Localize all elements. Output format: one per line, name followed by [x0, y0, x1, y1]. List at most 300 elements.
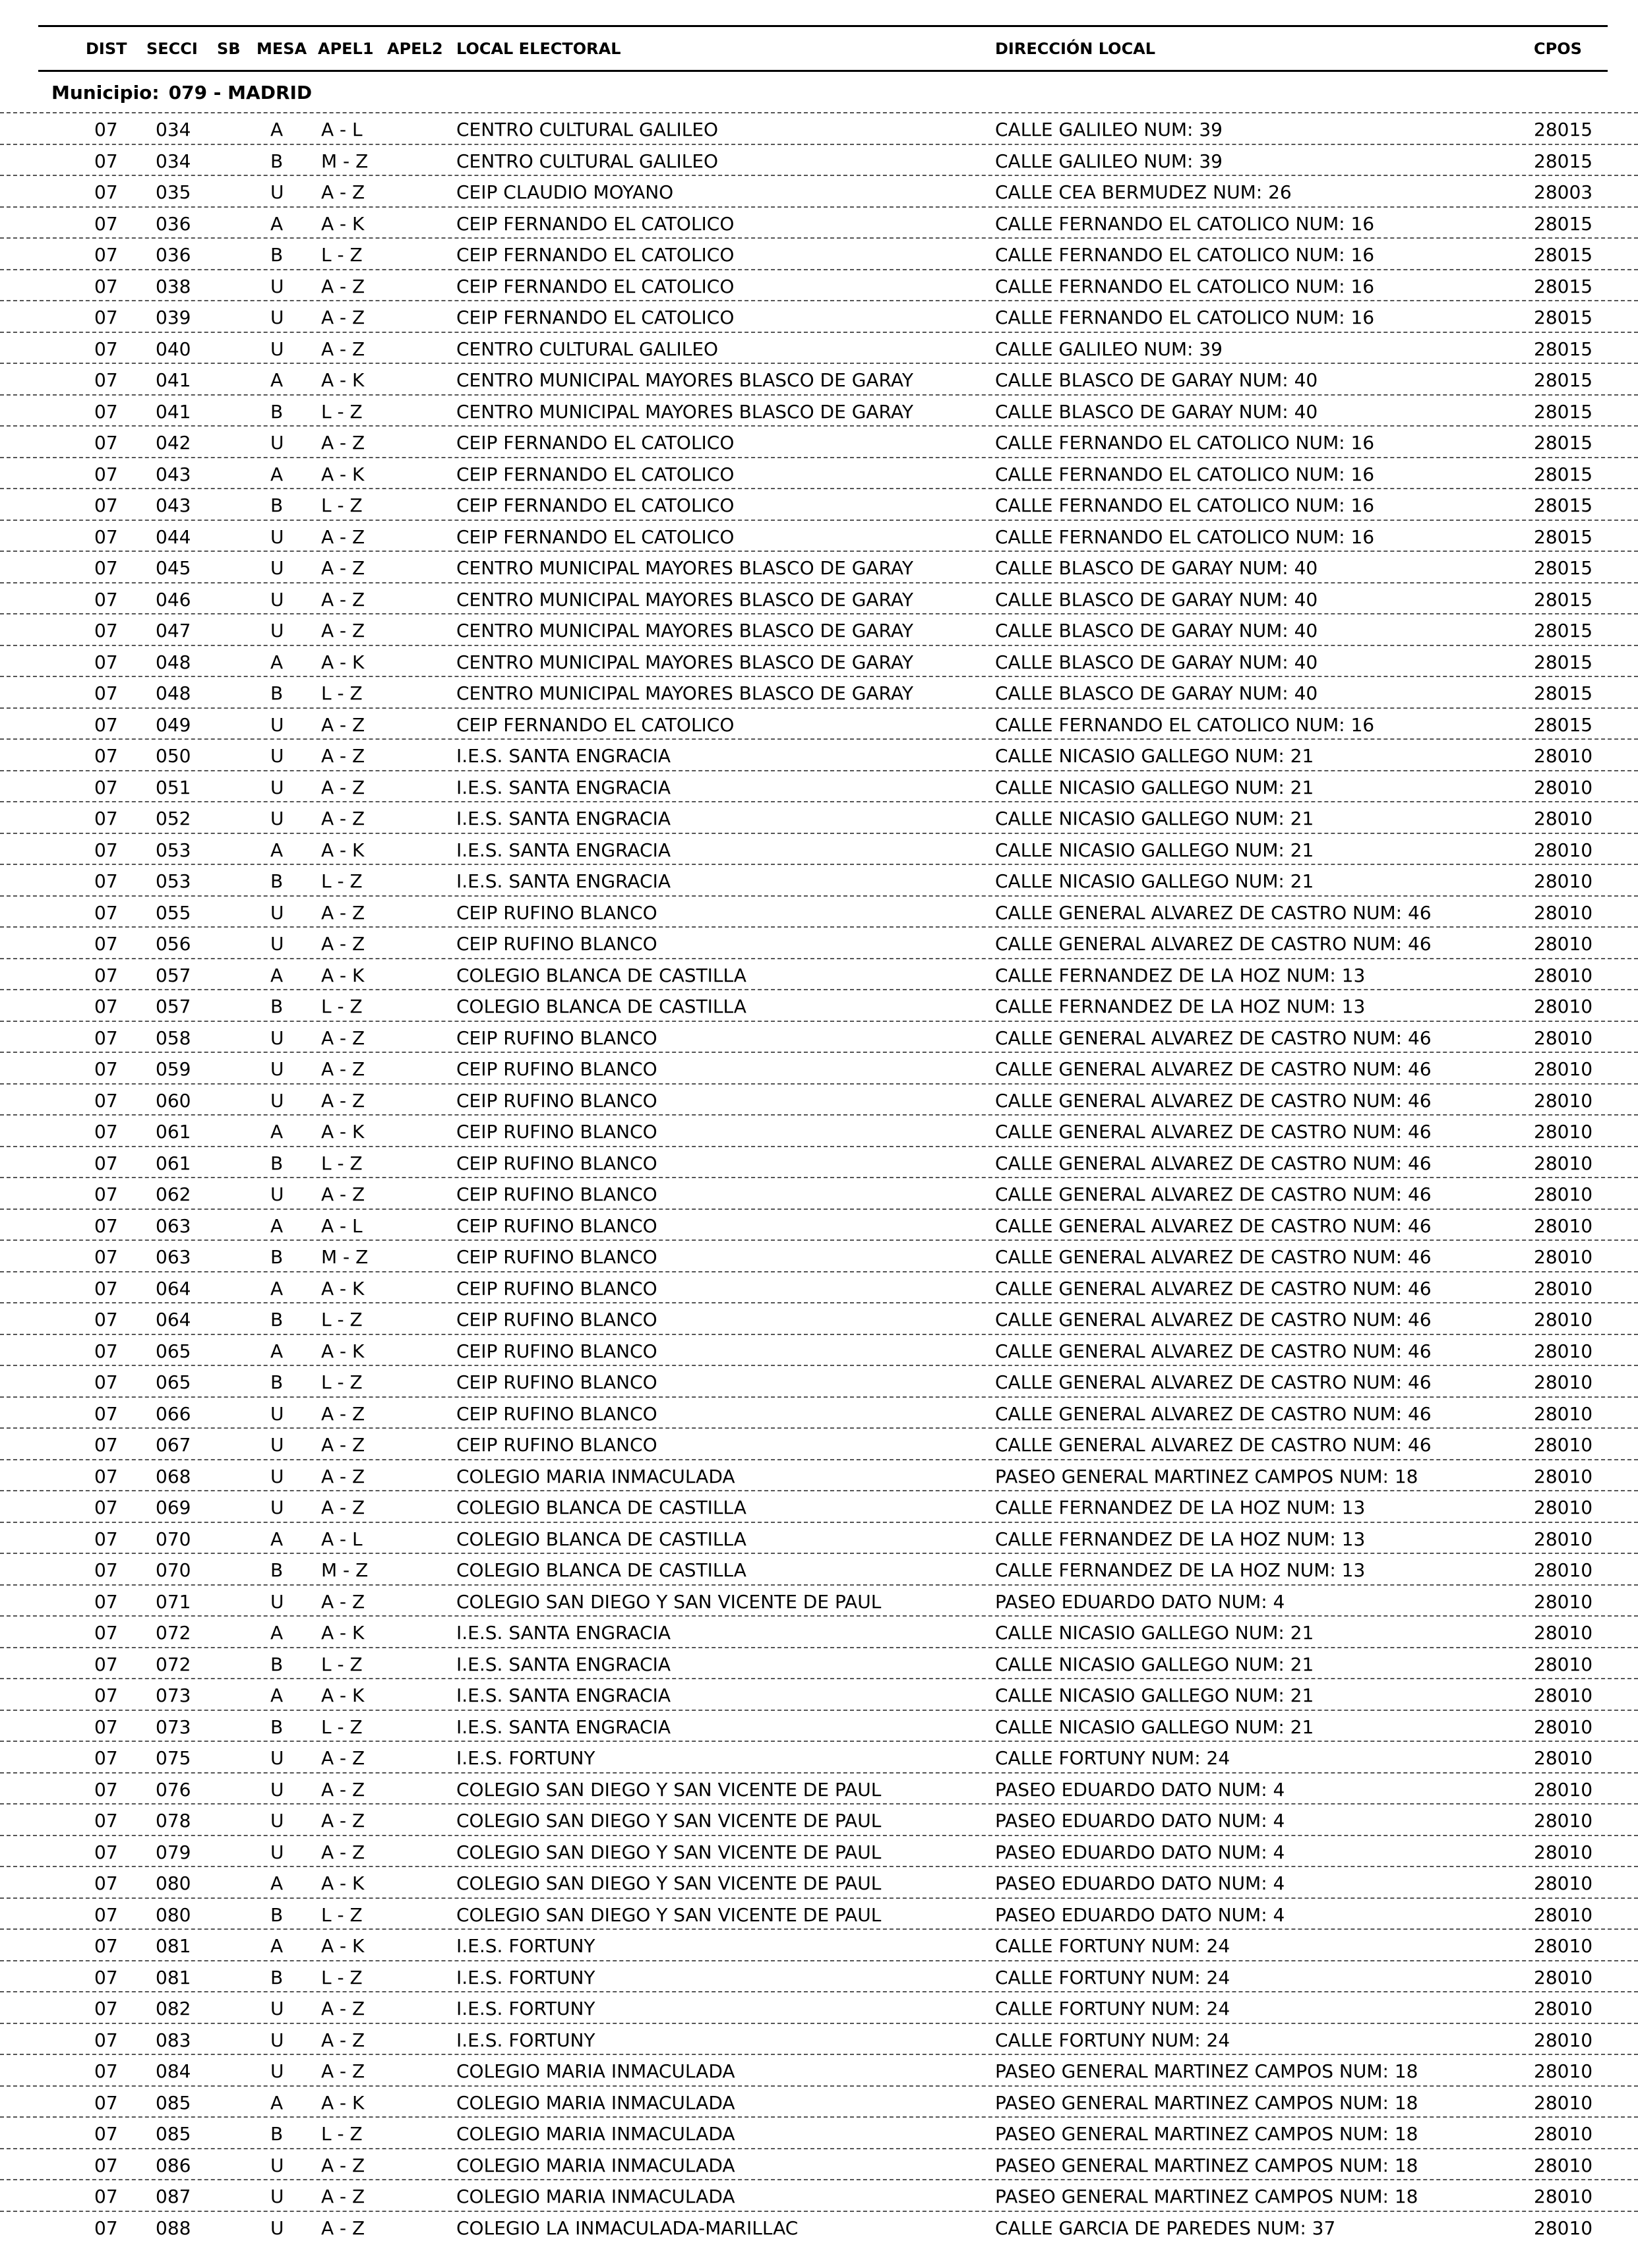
table-row [0, 1427, 1638, 1459]
cell-secci: 075 [156, 1747, 191, 1769]
cell-local: I.E.S. SANTA ENGRACIA [456, 1716, 671, 1738]
table-row [0, 1490, 1638, 1522]
cell-local: COLEGIO SAN DIEGO Y SAN VICENTE DE PAUL [456, 1903, 882, 1926]
cell-direccion: CALLE GENERAL ALVAREZ DE CASTRO NUM: 46 [995, 1058, 1432, 1080]
cell-secci: 064 [156, 1309, 191, 1330]
cell-direccion: PASEO GENERAL MARTINEZ CAMPOS NUM: 18 [995, 2091, 1418, 2114]
cell-direccion: CALLE GENERAL ALVAREZ DE CASTRO NUM: 46 [995, 1402, 1432, 1425]
cell-direccion: CALLE GARCIA DE PAREDES NUM: 37 [995, 2217, 1336, 2239]
cell-sb: U [270, 2060, 284, 2082]
cell-sb: B [270, 682, 284, 704]
table-row [0, 457, 1638, 489]
cell-mesa: A - Z [321, 338, 365, 360]
table-row [0, 1146, 1638, 1178]
table-row [0, 1553, 1638, 1584]
table-row [0, 738, 1638, 770]
cell-dist: 07 [94, 1841, 118, 1863]
cell-dist: 07 [94, 2186, 118, 2207]
cell-direccion: CALLE FERNANDO EL CATOLICO NUM: 16 [995, 244, 1375, 266]
table-row [0, 770, 1638, 802]
cell-cpos: 28010 [1534, 2186, 1593, 2207]
cell-secci: 039 [156, 307, 191, 328]
table-row [0, 1866, 1638, 1897]
cell-direccion: CALLE GENERAL ALVAREZ DE CASTRO NUM: 46 [995, 1089, 1432, 1112]
table-row [0, 864, 1638, 895]
cell-dist: 07 [94, 1903, 118, 1926]
cell-sb: A [270, 964, 284, 986]
cell-dist: 07 [94, 338, 118, 360]
cell-dist: 07 [94, 1402, 118, 1425]
cell-secci: 045 [156, 557, 191, 579]
cell-mesa: L - Z [321, 400, 363, 423]
cell-dist: 07 [94, 2217, 118, 2239]
cell-cpos: 28010 [1534, 808, 1593, 829]
cell-local: CENTRO MUNICIPAL MAYORES BLASCO DE GARAY [456, 682, 913, 704]
cell-cpos: 28010 [1534, 1747, 1593, 1769]
table-row [0, 2179, 1638, 2211]
cell-cpos: 28010 [1534, 996, 1593, 1017]
cell-local: I.E.S. SANTA ENGRACIA [456, 839, 671, 861]
cell-cpos: 28015 [1534, 432, 1593, 454]
cell-direccion: PASEO GENERAL MARTINEZ CAMPOS NUM: 18 [995, 1465, 1418, 1487]
cell-dist: 07 [94, 2091, 118, 2114]
table-row [0, 2211, 1638, 2242]
cell-cpos: 28015 [1534, 212, 1593, 235]
cell-dist: 07 [94, 1685, 118, 1706]
cell-local: CENTRO MUNICIPAL MAYORES BLASCO DE GARAY [456, 588, 913, 611]
cell-mesa: M - Z [321, 1559, 369, 1581]
table-row [0, 1459, 1638, 1491]
cell-sb: A [270, 369, 284, 391]
cell-local: COLEGIO MARIA INMACULADA [456, 2186, 735, 2207]
cell-cpos: 28010 [1534, 1309, 1593, 1330]
cell-cpos: 28010 [1534, 1089, 1593, 1112]
cell-direccion: CALLE FERNANDO EL CATOLICO NUM: 16 [995, 432, 1375, 454]
cell-local: COLEGIO SAN DIEGO Y SAN VICENTE DE PAUL [456, 1590, 882, 1613]
cell-sb: U [270, 557, 284, 579]
cell-cpos: 28010 [1534, 1497, 1593, 1518]
table-row [0, 2116, 1638, 2148]
cell-direccion: CALLE BLASCO DE GARAY NUM: 40 [995, 369, 1318, 391]
cell-secci: 053 [156, 870, 191, 892]
cell-direccion: CALLE GALILEO NUM: 39 [995, 119, 1223, 140]
cell-mesa: A - K [321, 964, 365, 986]
cell-local: CENTRO MUNICIPAL MAYORES BLASCO DE GARAY [456, 651, 913, 673]
cell-secci: 042 [156, 432, 191, 454]
cell-secci: 035 [156, 181, 191, 203]
cell-secci: 088 [156, 2217, 191, 2239]
cell-local: CENTRO CULTURAL GALILEO [456, 338, 719, 360]
cell-mesa: A - Z [321, 933, 365, 955]
cell-direccion: CALLE BLASCO DE GARAY NUM: 40 [995, 400, 1318, 423]
cell-secci: 066 [156, 1402, 191, 1425]
cell-direccion: CALLE NICASIO GALLEGO NUM: 21 [995, 745, 1314, 767]
table-row [0, 2054, 1638, 2085]
table-row [0, 1334, 1638, 1365]
cell-sb: U [270, 275, 284, 297]
cell-dist: 07 [94, 1277, 118, 1299]
cell-secci: 076 [156, 1778, 191, 1801]
cell-dist: 07 [94, 1998, 118, 2019]
cell-dist: 07 [94, 901, 118, 924]
cell-secci: 051 [156, 776, 191, 798]
cell-sb: U [270, 1810, 284, 1832]
cell-sb: A [270, 1340, 284, 1362]
cell-mesa: A - Z [321, 525, 365, 548]
cell-dist: 07 [94, 2154, 118, 2176]
cell-sb: U [270, 307, 284, 328]
table-row [0, 2023, 1638, 2054]
cell-local: CEIP RUFINO BLANCO [456, 1121, 657, 1143]
cell-cpos: 28010 [1534, 1340, 1593, 1362]
cell-mesa: A - K [321, 1121, 365, 1143]
cell-sb: B [270, 996, 284, 1017]
cell-sb: U [270, 933, 284, 955]
cell-dist: 07 [94, 307, 118, 328]
cell-direccion: CALLE GENERAL ALVAREZ DE CASTRO NUM: 46 [995, 1152, 1432, 1174]
cell-local: I.E.S. SANTA ENGRACIA [456, 776, 671, 798]
cell-mesa: L - Z [321, 682, 363, 704]
table-header [0, 26, 1638, 70]
table-row [0, 394, 1638, 426]
cell-mesa: A - Z [321, 620, 365, 642]
table-row [0, 1584, 1638, 1616]
cell-direccion: CALLE NICASIO GALLEGO NUM: 21 [995, 1622, 1314, 1644]
cell-secci: 048 [156, 651, 191, 673]
municipio-heading [51, 82, 312, 104]
table-row [0, 645, 1638, 676]
cell-dist: 07 [94, 1246, 118, 1268]
cell-dist: 07 [94, 1027, 118, 1049]
cell-direccion: PASEO GENERAL MARTINEZ CAMPOS NUM: 18 [995, 2186, 1418, 2207]
table-row [0, 206, 1638, 238]
header-local: LOCAL ELECTORAL [456, 40, 621, 58]
cell-dist: 07 [94, 1528, 118, 1550]
cell-direccion: CALLE GALILEO NUM: 39 [995, 338, 1223, 360]
table-row [0, 1803, 1638, 1835]
cell-secci: 063 [156, 1246, 191, 1268]
cell-mesa: A - Z [321, 1058, 365, 1080]
table-row [0, 1615, 1638, 1647]
cell-cpos: 28010 [1534, 1528, 1593, 1550]
cell-direccion: CALLE FERNANDO EL CATOLICO NUM: 16 [995, 713, 1375, 736]
cell-secci: 073 [156, 1685, 191, 1706]
cell-secci: 065 [156, 1371, 191, 1393]
cell-secci: 049 [156, 713, 191, 736]
cell-cpos: 28015 [1534, 651, 1593, 673]
cell-secci: 070 [156, 1559, 191, 1581]
cell-cpos: 28010 [1534, 1246, 1593, 1268]
cell-sb: B [270, 494, 284, 516]
cell-cpos: 28010 [1534, 1027, 1593, 1049]
cell-mesa: A - K [321, 463, 365, 485]
table-row [0, 1396, 1638, 1428]
table-row [0, 1928, 1638, 1960]
cell-sb: A [270, 1277, 284, 1299]
cell-mesa: A - Z [321, 1402, 365, 1425]
table-row [0, 1835, 1638, 1866]
cell-secci: 083 [156, 2029, 191, 2051]
header-sb: SB [217, 40, 241, 58]
cell-cpos: 28015 [1534, 369, 1593, 391]
cell-sb: U [270, 901, 284, 924]
cell-direccion: CALLE GALILEO NUM: 39 [995, 150, 1223, 172]
cell-cpos: 28010 [1534, 1778, 1593, 1801]
cell-sb: U [270, 2154, 284, 2176]
cell-mesa: L - Z [321, 1371, 363, 1393]
header-dist: DIST [86, 40, 127, 58]
cell-dist: 07 [94, 588, 118, 611]
cell-cpos: 28010 [1534, 1277, 1593, 1299]
cell-secci: 069 [156, 1497, 191, 1518]
cell-sb: B [270, 1246, 284, 1268]
cell-direccion: PASEO EDUARDO DATO NUM: 4 [995, 1841, 1285, 1863]
cell-mesa: A - Z [321, 1590, 365, 1613]
cell-cpos: 28015 [1534, 494, 1593, 516]
cell-sb: A [270, 1872, 284, 1894]
cell-mesa: A - Z [321, 1183, 365, 1205]
cell-secci: 073 [156, 1716, 191, 1738]
cell-secci: 053 [156, 839, 191, 861]
cell-cpos: 28010 [1534, 1214, 1593, 1237]
table-row [0, 363, 1638, 394]
cell-sb: U [270, 1089, 284, 1112]
table-row [0, 2085, 1638, 2117]
cell-cpos: 28010 [1534, 870, 1593, 892]
cell-cpos: 28010 [1534, 1121, 1593, 1143]
cell-cpos: 28010 [1534, 1183, 1593, 1205]
cell-direccion: CALLE FERNANDEZ DE LA HOZ NUM: 13 [995, 1528, 1366, 1550]
table-row [0, 613, 1638, 645]
cell-dist: 07 [94, 933, 118, 955]
cell-local: COLEGIO SAN DIEGO Y SAN VICENTE DE PAUL [456, 1810, 882, 1832]
cell-sb: U [270, 1434, 284, 1456]
cell-direccion: CALLE BLASCO DE GARAY NUM: 40 [995, 620, 1318, 642]
cell-dist: 07 [94, 1152, 118, 1174]
cell-local: CEIP FERNANDO EL CATOLICO [456, 432, 735, 454]
cell-direccion: CALLE FERNANDO EL CATOLICO NUM: 16 [995, 212, 1375, 235]
header-mesa: MESA [257, 40, 307, 58]
header-secci: SECCI [146, 40, 198, 58]
cell-dist: 07 [94, 1089, 118, 1112]
cell-mesa: L - Z [321, 244, 363, 266]
cell-sb: B [270, 400, 284, 423]
cell-cpos: 28010 [1534, 2217, 1593, 2239]
cell-secci: 071 [156, 1590, 191, 1613]
cell-secci: 084 [156, 2060, 191, 2082]
cell-mesa: A - Z [321, 432, 365, 454]
cell-mesa: A - Z [321, 2217, 365, 2239]
cell-local: CEIP FERNANDO EL CATOLICO [456, 463, 735, 485]
cell-local: I.E.S. SANTA ENGRACIA [456, 870, 671, 892]
cell-direccion: CALLE GENERAL ALVAREZ DE CASTRO NUM: 46 [995, 901, 1432, 924]
cell-direccion: PASEO EDUARDO DATO NUM: 4 [995, 1590, 1285, 1613]
cell-mesa: A - Z [321, 776, 365, 798]
cell-sb: U [270, 2186, 284, 2207]
table-row [0, 269, 1638, 301]
cell-local: COLEGIO MARIA INMACULADA [456, 2060, 735, 2082]
cell-local: I.E.S. SANTA ENGRACIA [456, 1653, 671, 1675]
cell-direccion: CALLE NICASIO GALLEGO NUM: 21 [995, 1653, 1314, 1675]
cell-secci: 087 [156, 2186, 191, 2207]
cell-sb: U [270, 1590, 284, 1613]
cell-secci: 085 [156, 2091, 191, 2114]
cell-cpos: 28010 [1534, 1685, 1593, 1706]
cell-direccion: CALLE GENERAL ALVAREZ DE CASTRO NUM: 46 [995, 1214, 1432, 1237]
header-direccion: DIRECCIÓN LOCAL [995, 40, 1156, 58]
cell-cpos: 28015 [1534, 463, 1593, 485]
cell-dist: 07 [94, 1214, 118, 1237]
cell-sb: A [270, 1214, 284, 1237]
cell-direccion: CALLE FORTUNY NUM: 24 [995, 1747, 1230, 1769]
cell-secci: 038 [156, 275, 191, 297]
cell-local: CEIP RUFINO BLANCO [456, 1152, 657, 1174]
table-row [0, 958, 1638, 990]
cell-local: CEIP FERNANDO EL CATOLICO [456, 212, 735, 235]
cell-sb: U [270, 432, 284, 454]
cell-local: CEIP RUFINO BLANCO [456, 1277, 657, 1299]
header-apel1: APEL1 [318, 40, 374, 58]
cell-local: COLEGIO BLANCA DE CASTILLA [456, 1559, 746, 1581]
table-row [0, 582, 1638, 614]
cell-cpos: 28003 [1534, 181, 1593, 203]
cell-direccion: CALLE FERNANDO EL CATOLICO NUM: 16 [995, 494, 1375, 516]
cell-direccion: CALLE GENERAL ALVAREZ DE CASTRO NUM: 46 [995, 1183, 1432, 1205]
cell-sb: U [270, 588, 284, 611]
cell-direccion: CALLE FERNANDO EL CATOLICO NUM: 16 [995, 275, 1375, 297]
cell-direccion: CALLE FORTUNY NUM: 24 [995, 1998, 1230, 2019]
table-row [0, 676, 1638, 707]
table-row [0, 926, 1638, 958]
cell-local: CEIP FERNANDO EL CATOLICO [456, 713, 735, 736]
cell-sb: U [270, 808, 284, 829]
table-row [0, 112, 1638, 144]
cell-cpos: 28010 [1534, 933, 1593, 955]
cell-secci: 052 [156, 808, 191, 829]
cell-local: CEIP RUFINO BLANCO [456, 1089, 657, 1112]
cell-cpos: 28015 [1534, 244, 1593, 266]
cell-direccion: CALLE FERNANDEZ DE LA HOZ NUM: 13 [995, 1497, 1366, 1518]
cell-secci: 036 [156, 212, 191, 235]
cell-mesa: L - Z [321, 1653, 363, 1675]
municipio-label: Municipio: [51, 82, 160, 104]
cell-local: COLEGIO SAN DIEGO Y SAN VICENTE DE PAUL [456, 1841, 882, 1863]
cell-direccion: PASEO GENERAL MARTINEZ CAMPOS NUM: 18 [995, 2123, 1418, 2145]
cell-secci: 047 [156, 620, 191, 642]
cell-dist: 07 [94, 1872, 118, 1894]
cell-sb: U [270, 776, 284, 798]
cell-dist: 07 [94, 244, 118, 266]
cell-mesa: L - Z [321, 2123, 363, 2145]
cell-sb: U [270, 525, 284, 548]
cell-local: COLEGIO MARIA INMACULADA [456, 2154, 735, 2176]
cell-mesa: A - K [321, 369, 365, 391]
cell-local: COLEGIO MARIA INMACULADA [456, 1465, 735, 1487]
cell-sb: A [270, 1121, 284, 1143]
cell-direccion: CALLE BLASCO DE GARAY NUM: 40 [995, 557, 1318, 579]
cell-sb: A [270, 839, 284, 861]
cell-cpos: 28015 [1534, 557, 1593, 579]
cell-cpos: 28010 [1534, 2091, 1593, 2114]
cell-cpos: 28010 [1534, 1590, 1593, 1613]
cell-sb: B [270, 2123, 284, 2145]
cell-secci: 067 [156, 1434, 191, 1456]
cell-secci: 061 [156, 1152, 191, 1174]
cell-dist: 07 [94, 1810, 118, 1832]
cell-secci: 044 [156, 525, 191, 548]
cell-mesa: A - Z [321, 2029, 365, 2051]
header-apel2: APEL2 [387, 40, 443, 58]
cell-direccion: CALLE FERNANDEZ DE LA HOZ NUM: 13 [995, 1559, 1366, 1581]
cell-local: I.E.S. FORTUNY [456, 1966, 595, 1988]
cell-cpos: 28010 [1534, 964, 1593, 986]
cell-dist: 07 [94, 1434, 118, 1456]
cell-dist: 07 [94, 745, 118, 767]
cell-sb: U [270, 181, 284, 203]
cell-local: CENTRO CULTURAL GALILEO [456, 119, 719, 140]
cell-mesa: A - K [321, 651, 365, 673]
cell-local: I.E.S. FORTUNY [456, 1998, 595, 2019]
cell-secci: 078 [156, 1810, 191, 1832]
cell-dist: 07 [94, 1371, 118, 1393]
cell-mesa: A - K [321, 1340, 365, 1362]
table-row [0, 175, 1638, 206]
cell-sb: U [270, 1027, 284, 1049]
cell-secci: 082 [156, 1998, 191, 2019]
cell-direccion: CALLE FERNANDO EL CATOLICO NUM: 16 [995, 525, 1375, 548]
cell-mesa: A - Z [321, 1089, 365, 1112]
cell-cpos: 28010 [1534, 1903, 1593, 1926]
cell-sb: U [270, 1465, 284, 1487]
cell-dist: 07 [94, 1590, 118, 1613]
cell-dist: 07 [94, 1309, 118, 1330]
cell-sb: A [270, 651, 284, 673]
cell-sb: U [270, 1778, 284, 1801]
cell-secci: 070 [156, 1528, 191, 1550]
cell-direccion: CALLE FERNANDO EL CATOLICO NUM: 16 [995, 307, 1375, 328]
cell-direccion: CALLE NICASIO GALLEGO NUM: 21 [995, 808, 1314, 829]
cell-secci: 058 [156, 1027, 191, 1049]
table-row [0, 425, 1638, 457]
cell-secci: 081 [156, 1966, 191, 1988]
cell-sb: B [270, 870, 284, 892]
cell-direccion: CALLE GENERAL ALVAREZ DE CASTRO NUM: 46 [995, 933, 1432, 955]
cell-mesa: A - Z [321, 901, 365, 924]
cell-cpos: 28010 [1534, 1998, 1593, 2019]
cell-sb: B [270, 1653, 284, 1675]
cell-local: COLEGIO MARIA INMACULADA [456, 2091, 735, 2114]
cell-direccion: CALLE GENERAL ALVAREZ DE CASTRO NUM: 46 [995, 1340, 1432, 1362]
cell-direccion: CALLE GENERAL ALVAREZ DE CASTRO NUM: 46 [995, 1246, 1432, 1268]
cell-mesa: M - Z [321, 150, 369, 172]
cell-local: I.E.S. SANTA ENGRACIA [456, 1685, 671, 1706]
cell-cpos: 28015 [1534, 525, 1593, 548]
cell-local: CENTRO CULTURAL GALILEO [456, 150, 719, 172]
cell-secci: 080 [156, 1872, 191, 1894]
table-row [0, 2148, 1638, 2180]
table-row [0, 1710, 1638, 1741]
cell-mesa: A - Z [321, 745, 365, 767]
cell-cpos: 28015 [1534, 275, 1593, 297]
cell-mesa: A - K [321, 1872, 365, 1894]
cell-direccion: PASEO EDUARDO DATO NUM: 4 [995, 1872, 1285, 1894]
table-row [0, 989, 1638, 1021]
cell-dist: 07 [94, 1497, 118, 1518]
cell-dist: 07 [94, 1559, 118, 1581]
table-row [0, 1647, 1638, 1679]
cell-dist: 07 [94, 1747, 118, 1769]
cell-direccion: CALLE FORTUNY NUM: 24 [995, 2029, 1230, 2051]
